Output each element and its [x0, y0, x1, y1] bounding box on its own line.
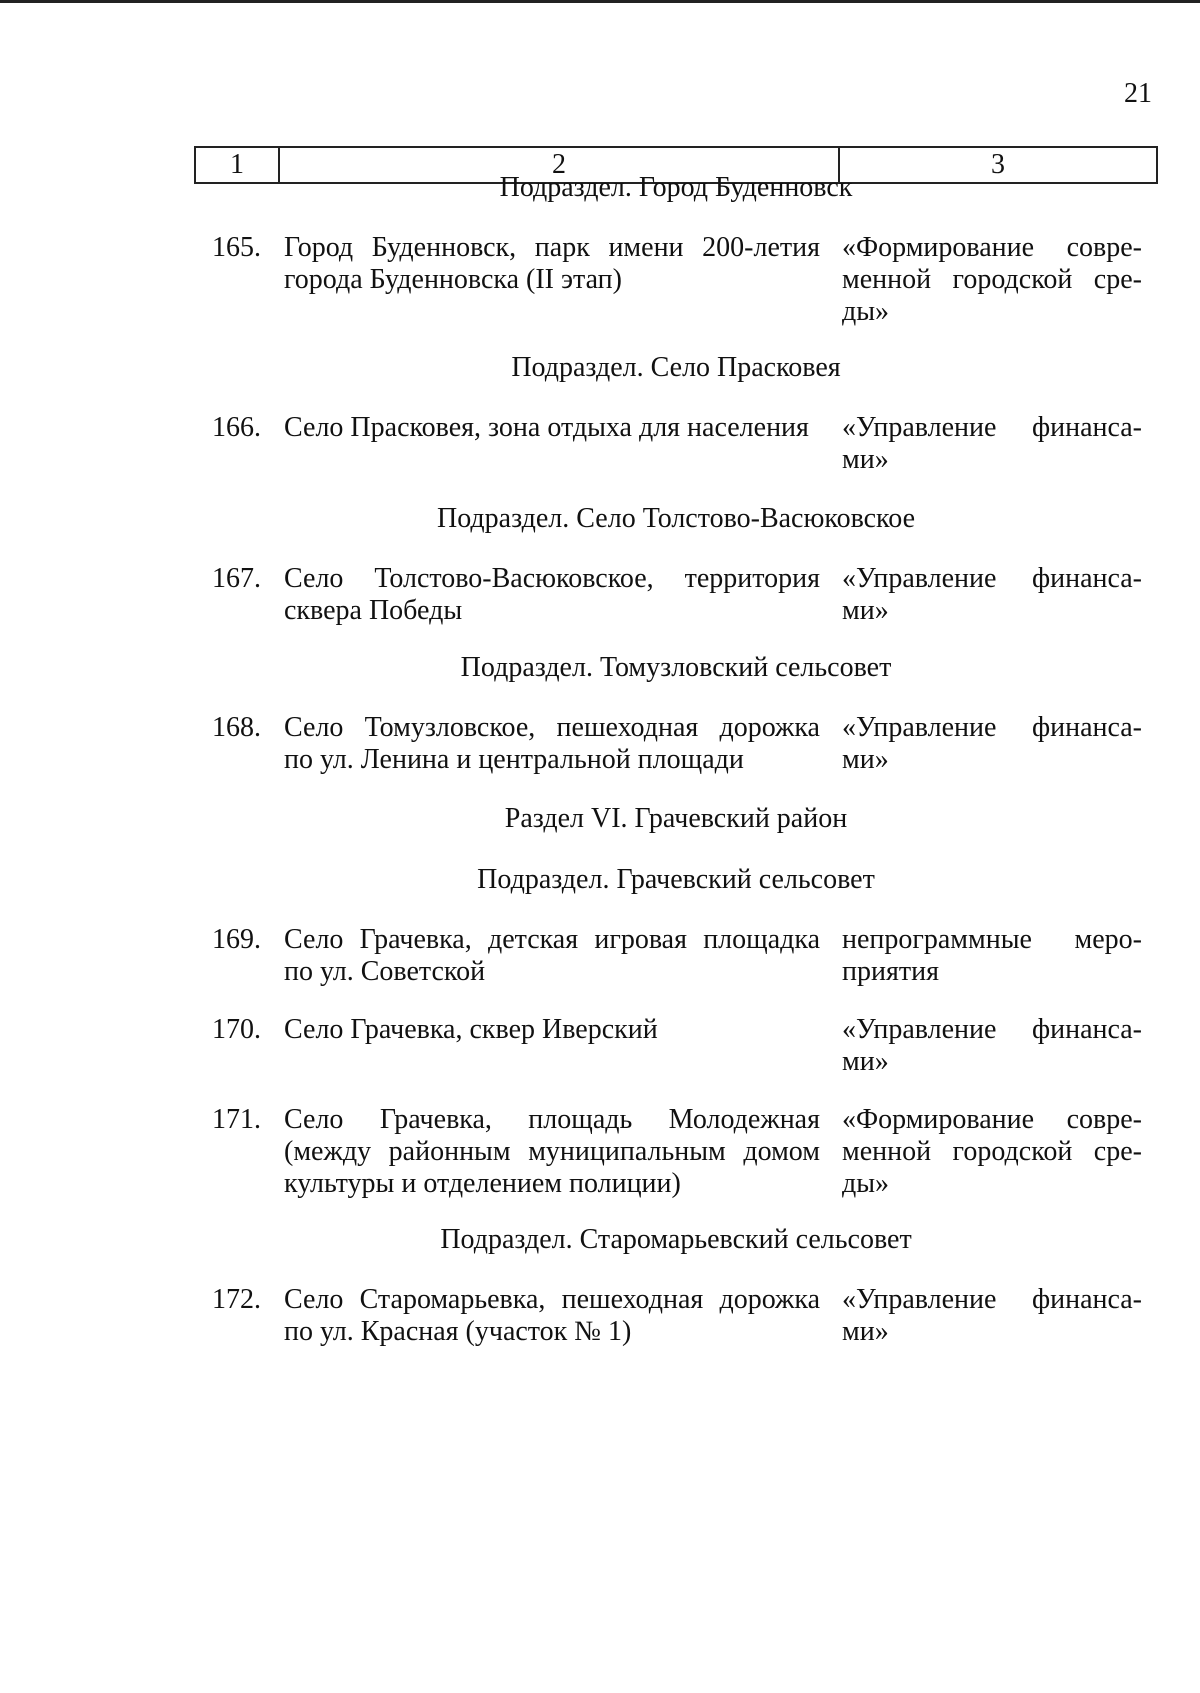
program-line: «Формирование совре- — [842, 1104, 1142, 1135]
page-number: 21 — [1124, 78, 1152, 109]
subsection-heading: Подраздел. Грачевский сельсовет — [477, 864, 875, 895]
item-number: 166. — [212, 412, 261, 443]
description-line: Село Грачевка, площадь Молодежная — [284, 1104, 820, 1135]
item-program — [842, 1014, 1142, 1078]
program-line: ми» — [842, 595, 889, 626]
item-number: 168. — [212, 712, 261, 743]
subsection-heading: Подраздел. Село Прасковея — [511, 352, 841, 383]
description-line: по ул. Красная (участок № 1) — [284, 1316, 632, 1347]
subsection-heading: Подраздел. Старомарьевский сельсовет — [440, 1224, 912, 1255]
description-line: Город Буденновск, парк имени 200-летия — [284, 232, 820, 263]
program-line: ми» — [842, 444, 889, 475]
program-line: «Управление финанса- — [842, 412, 1142, 443]
program-line: приятия — [842, 956, 939, 987]
item-program — [842, 563, 1142, 627]
item-program — [842, 924, 1142, 988]
item-program — [842, 712, 1142, 776]
item-description — [284, 1014, 820, 1046]
description-line: Село Грачевка, сквер Иверский — [284, 1014, 658, 1045]
program-line: «Формирование совре- — [842, 232, 1142, 263]
column-header-2: 2 — [280, 148, 840, 182]
description-line: города Буденновска (II этап) — [284, 264, 622, 295]
description-line: Село Прасковея, зона отдыха для населения — [284, 412, 809, 443]
description-line: Село Толстово-Васюковское, территория — [284, 563, 820, 594]
program-line: ды» — [842, 296, 890, 327]
item-description — [284, 712, 820, 776]
item-number: 167. — [212, 563, 261, 594]
description-line: Село Грачевка, детская игровая площадка — [284, 924, 820, 955]
section-heading: Раздел VI. Грачевский район — [504, 803, 848, 834]
item-description — [284, 1284, 820, 1348]
item-number: 165. — [212, 232, 261, 263]
item-program — [842, 232, 1142, 328]
description-line: сквера Победы — [284, 595, 463, 626]
item-number: 171. — [212, 1104, 261, 1135]
description-line: Село Томузловское, пешеходная дорожка — [284, 712, 820, 743]
program-line: «Управление финанса- — [842, 563, 1142, 594]
program-line: ми» — [842, 1316, 889, 1347]
item-number: 172. — [212, 1284, 261, 1315]
program-line: менной городской сре- — [842, 264, 1142, 295]
program-line: ды» — [842, 1168, 890, 1199]
description-line: по ул. Ленина и центральной площади — [284, 744, 744, 775]
subsection-heading: Подраздел. Томузловский сельсовет — [460, 652, 892, 683]
description-line: культуры и отделением полиции) — [284, 1168, 681, 1199]
item-description — [284, 232, 820, 296]
subsection-heading: Подраздел. Село Толстово-Васюковское — [436, 503, 916, 534]
item-number: 169. — [212, 924, 261, 955]
item-description — [284, 1104, 820, 1200]
description-line: Село Старомарьевка, пешеходная дорожка — [284, 1284, 820, 1315]
column-header-1: 1 — [196, 148, 280, 182]
column-header-3: 3 — [991, 149, 1005, 180]
program-line: менной городской сре- — [842, 1136, 1142, 1167]
item-description — [284, 563, 820, 627]
item-program — [842, 1284, 1142, 1348]
program-line: «Управление финанса- — [842, 1284, 1142, 1315]
item-number: 170. — [212, 1014, 261, 1045]
item-program — [842, 412, 1142, 476]
program-line: «Управление финанса- — [842, 712, 1142, 743]
program-line: ми» — [842, 744, 889, 775]
item-program — [842, 1104, 1142, 1200]
subsection-heading: Подраздел. Город Буденновск — [499, 172, 853, 203]
program-line: «Управление финанса- — [842, 1014, 1142, 1045]
program-line: непрограммные меро- — [842, 924, 1142, 955]
description-line: по ул. Советской — [284, 956, 486, 987]
item-description — [284, 412, 820, 444]
program-line: ми» — [842, 1046, 889, 1077]
description-line: (между районным муниципальным домом — [284, 1136, 820, 1167]
item-description — [284, 924, 820, 988]
